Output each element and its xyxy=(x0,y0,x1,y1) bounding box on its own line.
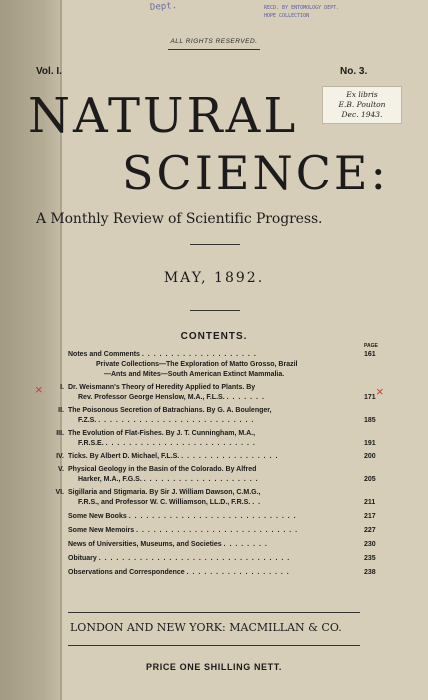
toc-page: 161 xyxy=(364,351,376,358)
red-cross-mark-right: × xyxy=(376,384,384,399)
rights-notice: ALL RIGHTS RESERVED. xyxy=(170,38,258,45)
subtitle: A Monthly Review of Scientific Progress. xyxy=(36,211,323,227)
title-science: SCIENCE: xyxy=(122,146,389,200)
toc-number: VI. xyxy=(55,489,64,496)
toc-line: F.R.S.E. . . . . . . . . . . . . . . . . . . . . . . . . . . xyxy=(78,440,256,447)
issue-date: MAY, 1892. xyxy=(163,270,265,286)
toc-number: III. xyxy=(56,430,64,437)
toc-page: 230 xyxy=(364,541,376,548)
toc-page: 211 xyxy=(364,499,376,506)
toc-line: Ticks. By Albert D. Michael, F.L.S. . . . . . . . . . . . . . . . . . xyxy=(68,453,279,460)
divider xyxy=(168,49,260,50)
toc-number: IV. xyxy=(56,453,64,460)
page-column-heading: PAGE xyxy=(364,343,378,349)
toc-line: Obituary . . . . . . . . . . . . . . . . . . . . . . . . . . . . . . . . . xyxy=(68,555,291,562)
library-stamp: RECD. BY ENTOMOLOGY DEPT. HOPE COLLECTION xyxy=(264,5,340,19)
dept-stamp: Dept. xyxy=(149,1,178,13)
ex-libris-line: E.B. Poulton xyxy=(338,100,386,109)
toc-page: 217 xyxy=(364,513,376,520)
toc-number: I. xyxy=(60,384,64,391)
issue-number: No. 3. xyxy=(340,66,368,77)
divider xyxy=(190,310,240,311)
toc-line: F.Z.S. . . . . . . . . . . . . . . . . . . . . . . . . . . . xyxy=(78,417,255,424)
toc-page: 185 xyxy=(364,417,376,424)
toc-page: 235 xyxy=(364,555,376,562)
toc-page: 171 xyxy=(364,394,376,401)
toc-line: The Poisonous Secretion of Batrachians. By G. A. Boulenger, xyxy=(68,407,272,414)
toc-line: Rev. Professor George Henslow, M.A., F.L.S. . . . . . . . xyxy=(78,394,265,401)
contents-heading: CONTENTS. xyxy=(180,331,248,342)
publisher-line: LONDON AND NEW YORK: MACMILLAN & CO. xyxy=(70,621,342,634)
toc-line: The Evolution of Flat-Fishes. By J. T. Cunningham, M.A., xyxy=(68,430,256,437)
toc-line: Some New Memoirs . . . . . . . . . . . . . . . . . . . . . . . . . . . . xyxy=(68,527,299,534)
toc-line: Some New Books . . . . . . . . . . . . . . . . . . . . . . . . . . . . . xyxy=(68,513,297,520)
toc-line: News of Universities, Museums, and Societies . . . . . . . . xyxy=(68,541,268,548)
ex-libris-line: Dec. 1943. xyxy=(341,110,383,119)
toc-number: II. xyxy=(58,407,64,414)
title-natural: NATURAL xyxy=(28,88,299,144)
toc-number: V. xyxy=(58,466,64,473)
ex-libris-label xyxy=(322,86,402,124)
toc-line: Physical Geology in the Basin of the Colorado. By Alfred xyxy=(68,466,257,473)
ex-libris-line: Ex libris xyxy=(346,90,378,99)
toc-page: 205 xyxy=(364,476,376,483)
price-line: PRICE ONE SHILLING NETT. xyxy=(146,662,282,672)
toc-line: —Ants and Mites—South American Extinct Mammalia. xyxy=(104,371,285,378)
red-cross-mark-left: × xyxy=(35,382,43,397)
toc-page: 227 xyxy=(364,527,376,534)
divider xyxy=(68,645,360,646)
toc-line: Sigillaria and Stigmaria. By Sir J. William Dawson, C.M.G., xyxy=(68,489,261,496)
toc-page: 200 xyxy=(364,453,376,460)
toc-line: Harker, M.A., F.G.S. . . . . . . . . . . . . . . . . . . . . xyxy=(78,476,259,483)
divider xyxy=(68,612,360,613)
toc-line: Observations and Correspondence . . . . . . . . . . . . . . . . . . xyxy=(68,569,290,576)
toc-page: 191 xyxy=(364,440,376,447)
divider xyxy=(190,244,240,245)
toc-page: 238 xyxy=(364,569,376,576)
toc-line: Dr. Weismann's Theory of Heredity Applied to Plants. By xyxy=(68,384,256,391)
volume-label: Vol. I. xyxy=(36,66,62,77)
toc-line: Private Collections—The Exploration of Matto Grosso, Brazil xyxy=(96,361,298,368)
toc-line: F.R.S., and Professor W. C. Williamson, LL.D., F.R.S. . . xyxy=(78,499,262,506)
toc-title: Notes and Comments . . . . . . . . . . . . . . . . . . . . xyxy=(68,351,257,358)
